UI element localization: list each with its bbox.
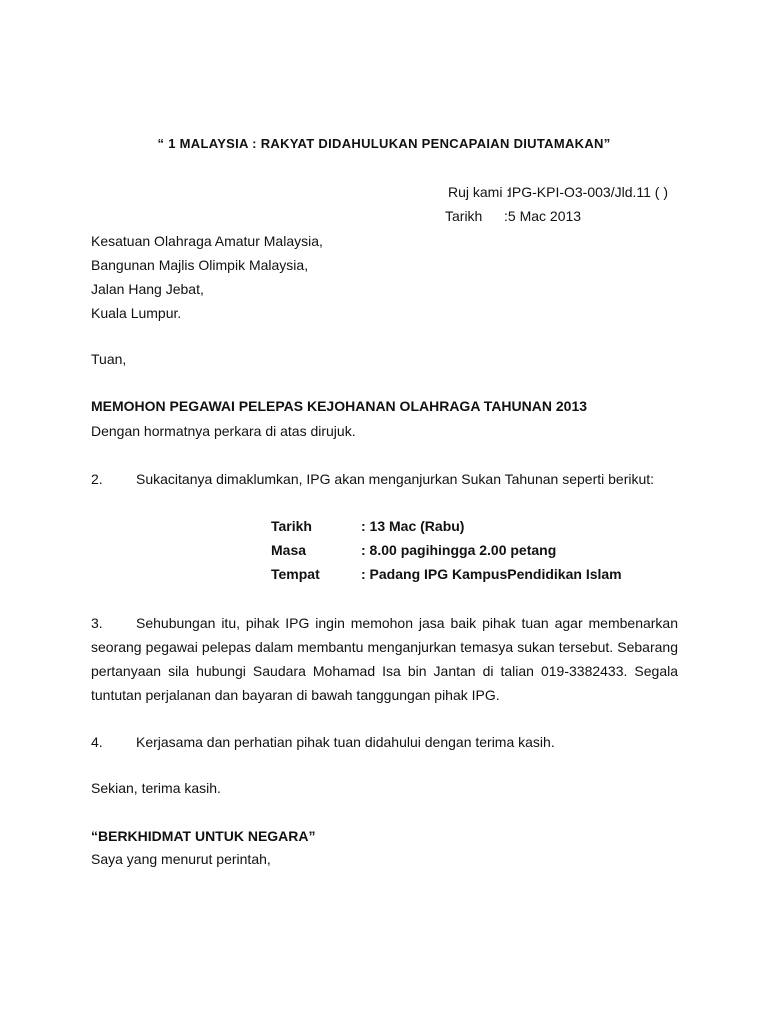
paragraph-number: 2. <box>91 471 103 487</box>
opening-line: Dengan hormatnya perkara di atas dirujuk. <box>91 423 356 439</box>
paragraph-3-text: Sehubungan itu, pihak IPG ingin memohon jasa baik pihak tuan agar membenarkan seorang pegawai pelepas dalam membantu menganjurkan temasya sukan tersebut. Sebarang pertanyaan sila hubungi Saudara Mohamad Isa bin Jantan di talian 019-3382433. Segala tuntutan perjalanan dan bayaran di bawah tanggungan pihak IPG. <box>91 615 678 703</box>
detail-value-date: : 13 Mac (Rabu) <box>361 518 465 534</box>
date-label: Tarikh <box>445 208 483 224</box>
reference-label: Ruj kami : <box>448 184 511 200</box>
reference-number: IPG-KPI-O3-003/Jld.11 ( ) <box>508 184 669 200</box>
detail-label-date: Tarikh <box>271 518 312 534</box>
salutation: Tuan, <box>91 351 127 367</box>
slogan: “BERKHIDMAT UNTUK NEGARA” <box>91 828 316 844</box>
address-line: Bangunan Majlis Olimpik Malaysia, <box>91 257 309 273</box>
motto-heading: “ 1 MALAYSIA : RAKYAT DIDAHULUKAN PENCAPAIAN DIUTAMAKAN” <box>157 136 611 151</box>
address-line: Jalan Hang Jebat, <box>91 281 204 297</box>
detail-label-time: Masa <box>271 542 307 558</box>
paragraph-3 <box>91 611 678 707</box>
paragraph-number: 4. <box>91 734 103 750</box>
subject-line: MEMOHON PEGAWAI PELEPAS KEJOHANAN OLAHRAGA TAHUNAN 2013 <box>91 398 588 414</box>
paragraph-2-text: Sukacitanya dimaklumkan, IPG akan menganjurkan Sukan Tahunan seperti berikut: <box>136 471 655 487</box>
detail-value-time: : 8.00 pagihingga 2.00 petang <box>361 542 557 558</box>
paragraph-4-text: Kerjasama dan perhatian pihak tuan didahului dengan terima kasih. <box>136 734 555 750</box>
closing-line: Sekian, terima kasih. <box>91 780 221 796</box>
paragraph-number: 3. <box>91 615 103 631</box>
signoff-line: Saya yang menurut perintah, <box>91 851 271 867</box>
address-line: Kesatuan Olahraga Amatur Malaysia, <box>91 233 323 249</box>
detail-label-venue: Tempat <box>271 566 320 582</box>
address-line: Kuala Lumpur. <box>91 305 182 321</box>
detail-value-venue: : Padang IPG KampusPendidikan Islam <box>361 566 622 582</box>
date-value: :5 Mac 2013 <box>504 208 582 224</box>
